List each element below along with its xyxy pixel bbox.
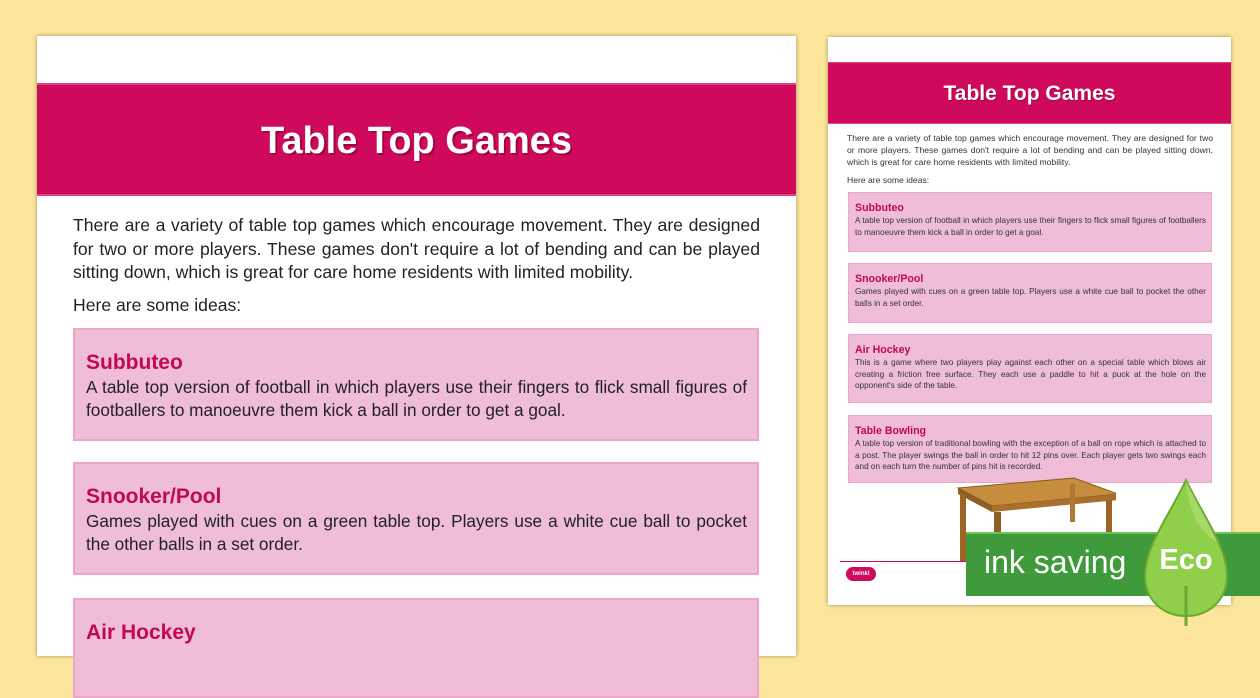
twinkl-logo: twinkl [846,567,876,581]
game-description: A table top version of football in which players use their fingers to flick small figures of footballers to manoeuvre them kick a ball in order to get a goal. [86,377,747,420]
ideas-label: Here are some ideas: [73,295,242,315]
game-name: Snooker/Pool [86,485,222,508]
title-banner [828,62,1231,124]
eco-leaf-badge [1143,476,1229,626]
page-title: Table Top Games [260,120,573,162]
game-description: Games played with cues on a green table top. Players use a white cue ball to pocket the other balls in a set order. [855,287,1206,308]
intro-text: There are a variety of table top games which encourage movement. They are designed for two or more players. These games don't require a lot of bending and can be played sitting down, which is great for care home residents with limited mobility. [73,215,760,282]
game-card-table-bowling [848,415,1212,483]
game-name: Snooker/Pool [855,273,924,285]
ink-saving-label: ink saving [984,544,1127,580]
game-name: Air Hockey [855,344,911,356]
game-name: Air Hockey [86,621,196,644]
game-card-snooker-pool [73,462,759,575]
game-card-subbuteo [848,192,1212,252]
intro-text: There are a variety of table top games which encourage movement. They are designed for two or more players. These games don't require a lot of bending and can be played sitting down, which is great for care home residents with limited mobility. [847,133,1213,167]
game-description: A table top version of traditional bowling with the exception of a ball on rope which is attached to a post. The player swings the ball in order to hit 12 pins over. Each player gets two swings each and on each turn the number of pins hit is recorded. [855,439,1206,471]
page-title: Table Top Games [943,82,1116,105]
game-name: Subbuteo [855,202,904,214]
game-card-subbuteo [73,328,759,441]
document-page-large [37,36,796,656]
game-name: Subbuteo [86,351,183,374]
game-card-snooker-pool [848,263,1212,323]
game-card-air-hockey [848,334,1212,403]
eco-label: Eco [1159,544,1213,576]
game-description: Games played with cues on a green table top. Players use a white cue ball to pocket the other balls in a set order. [86,511,747,554]
title-banner [37,83,796,196]
game-name: Table Bowling [855,425,927,437]
game-description: A table top version of football in which players use their fingers to flick small figures of footballers to manoeuvre them kick a ball in order to get a goal. [855,216,1206,237]
game-card-air-hockey [73,598,759,698]
ideas-label: Here are some ideas: [847,175,930,185]
game-description: This is a game where two players play against each other on a special table which blows air creating a friction free surface. They each use a paddle to hit a puck at the hole on the opponent's side of the table. [855,358,1206,390]
